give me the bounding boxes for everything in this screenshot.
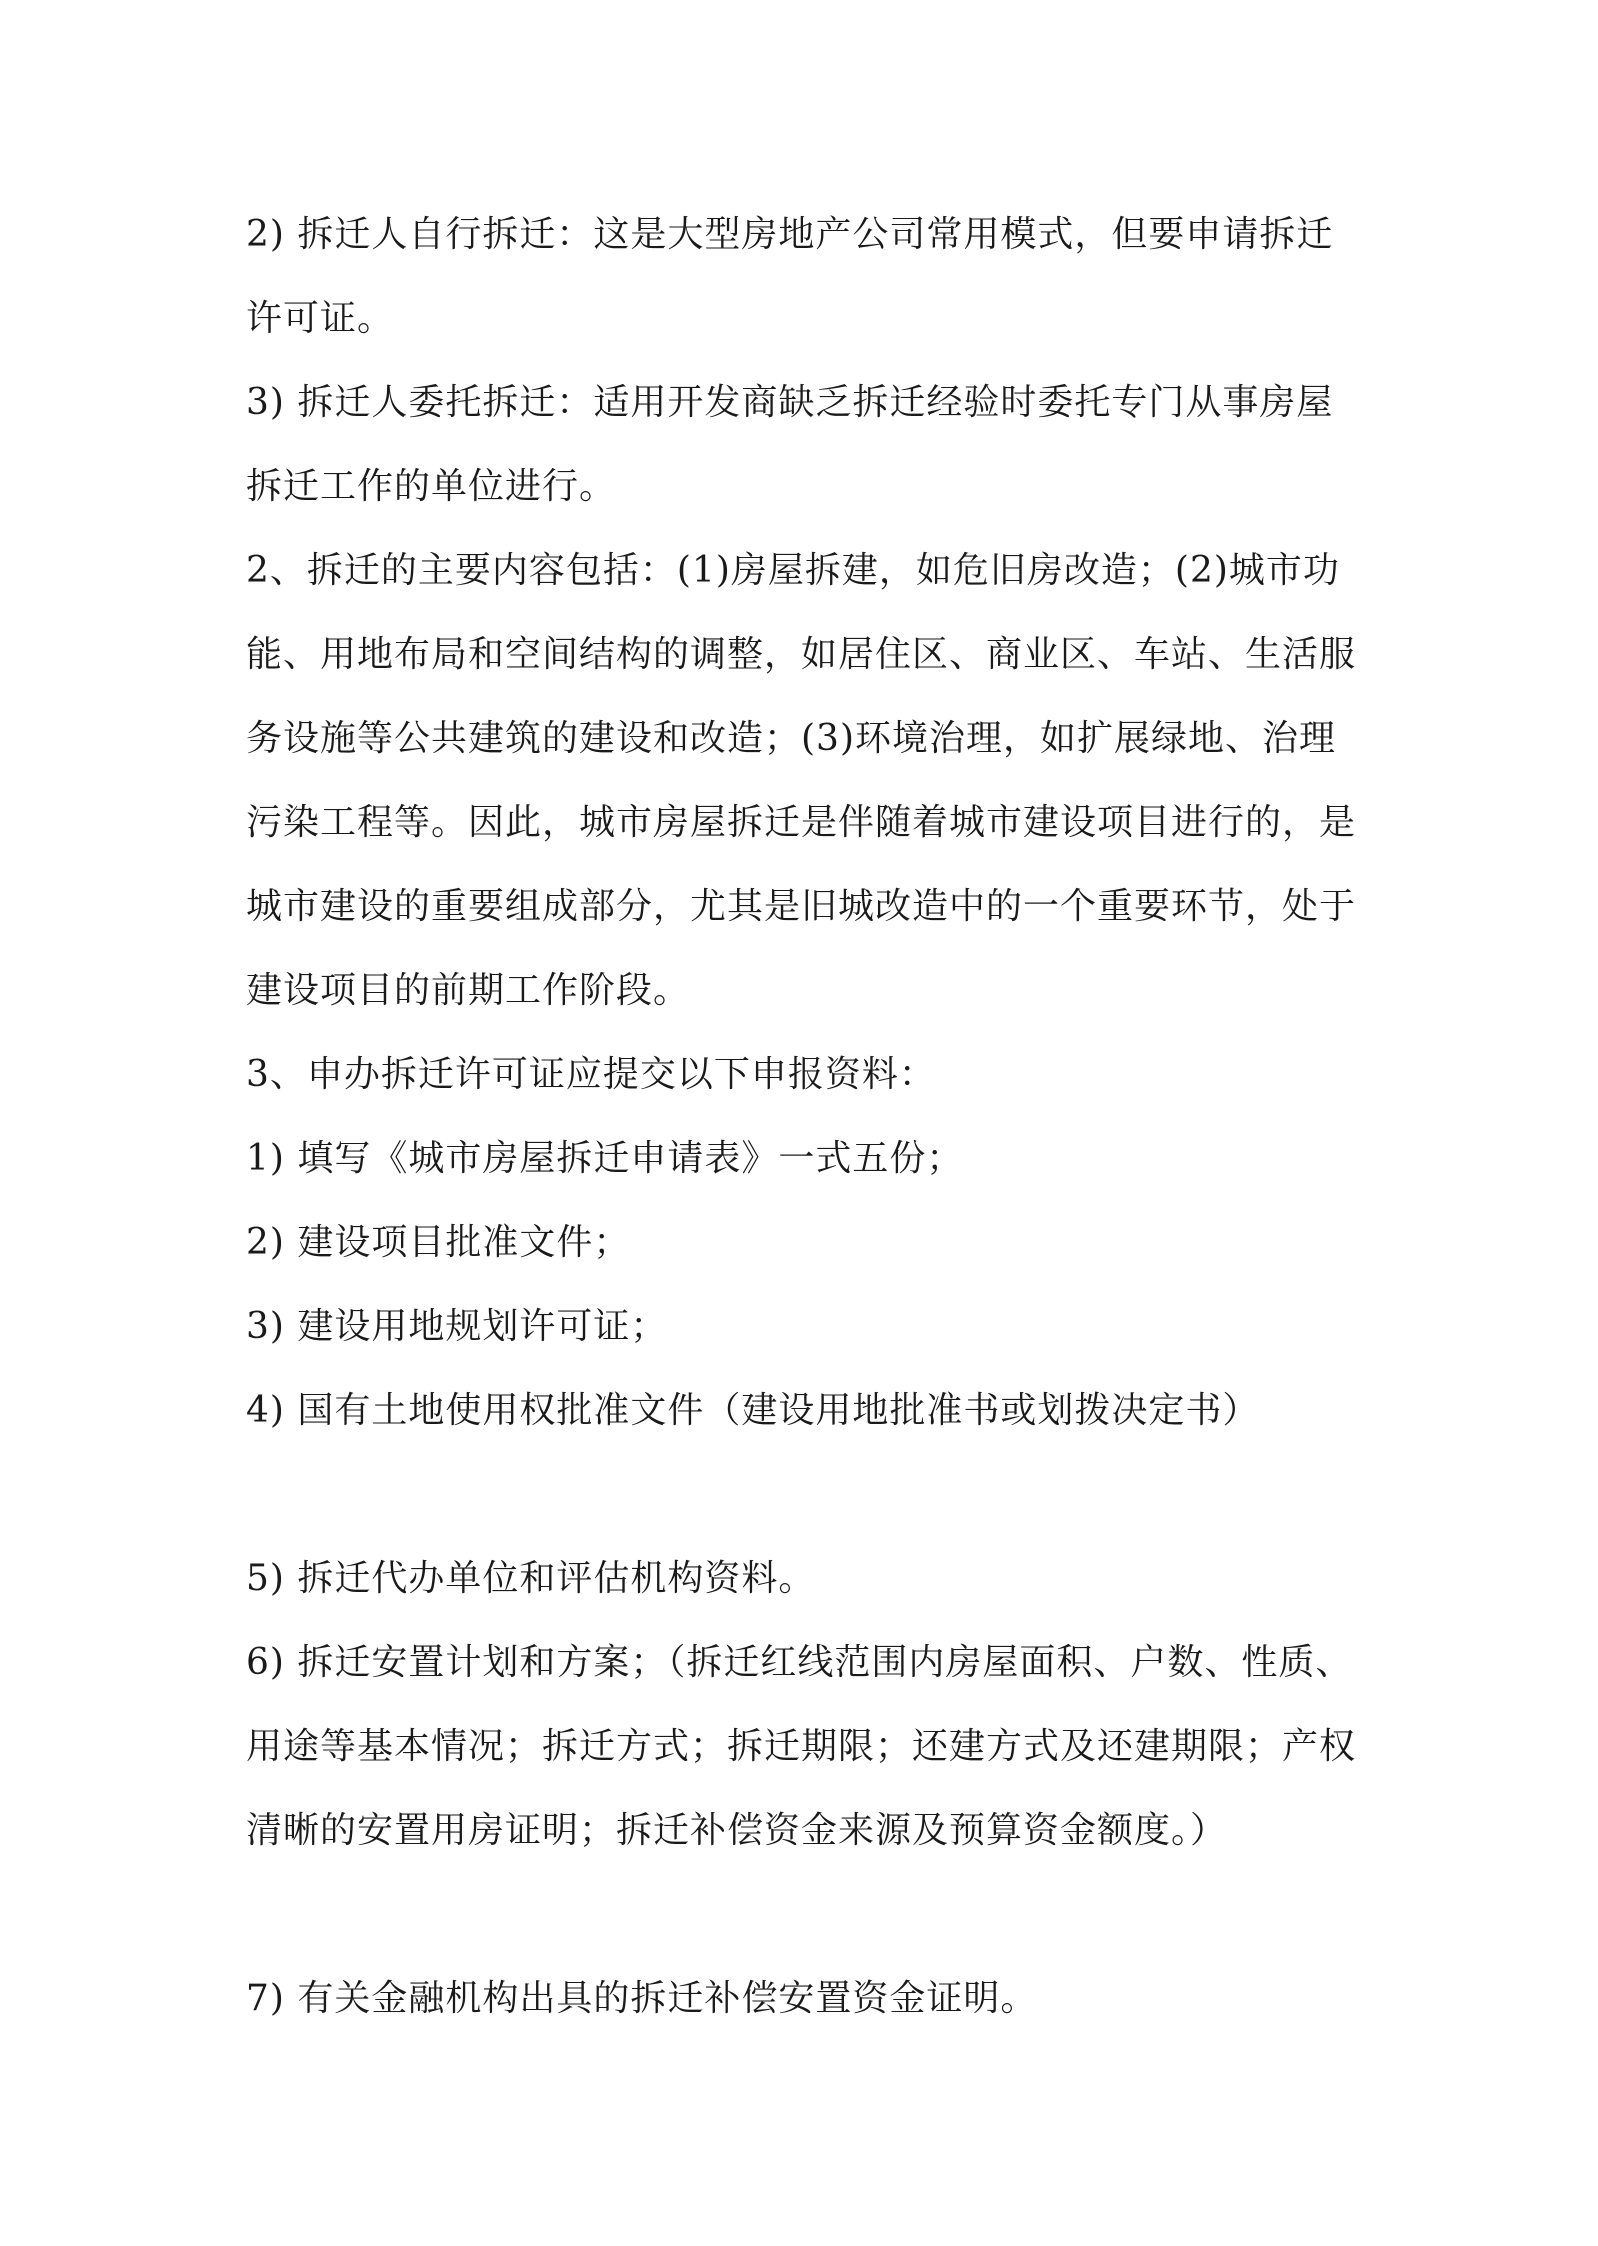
text-line: 2) 拆迁人自行拆迁：这是大型房地产公司常用模式，但要申请拆迁 xyxy=(246,214,1334,255)
text-line: 2) 建设项目批准文件； xyxy=(246,1222,631,1263)
text-line: 3) 建设用地规划许可证； xyxy=(246,1306,668,1347)
text-line: 5) 拆迁代办单位和评估机构资料。 xyxy=(246,1558,816,1599)
text-line: 3) 拆迁人委托拆迁：适用开发商缺乏拆迁经验时委托专门从事房屋 xyxy=(246,382,1334,423)
text-line: 城市建设的重要组成部分，尤其是旧城改造中的一个重要环节，处于 xyxy=(246,886,1357,927)
text-line: 7) 有关金融机构出具的拆迁补偿安置资金证明。 xyxy=(246,1978,1038,2019)
text-line: 务设施等公共建筑的建设和改造；(3)环境治理，如扩展绿地、治理 xyxy=(246,718,1336,759)
text-line: 清晰的安置用房证明；拆迁补偿资金来源及预算资金额度。） xyxy=(246,1810,1228,1851)
text-line: 1) 填写《城市房屋拆迁申请表》一式五份； xyxy=(246,1138,964,1179)
text-line: 2、拆迁的主要内容包括：(1)房屋拆建，如危旧房改造；(2)城市功 xyxy=(246,550,1340,591)
text-line: 4) 国有土地使用权批准文件（建设用地批准书或划拨决定书） xyxy=(246,1390,1260,1431)
text-line: 用途等基本情况；拆迁方式；拆迁期限；还建方式及还建期限；产权 xyxy=(246,1726,1357,1767)
text-line: 6) 拆迁安置计划和方案；（拆迁红线范围内房屋面积、户数、性质、 xyxy=(246,1642,1353,1683)
text-line: 许可证。 xyxy=(246,298,395,339)
text-line: 3、申办拆迁许可证应提交以下申报资料： xyxy=(246,1054,936,1095)
text-line: 建设项目的前期工作阶段。 xyxy=(246,970,691,1011)
text-line: 能、用地布局和空间结构的调整，如居住区、商业区、车站、生活服 xyxy=(246,634,1357,675)
text-line: 拆迁工作的单位进行。 xyxy=(246,466,617,507)
text-line: 污染工程等。因此，城市房屋拆迁是伴随着城市建设项目进行的，是 xyxy=(246,802,1357,843)
